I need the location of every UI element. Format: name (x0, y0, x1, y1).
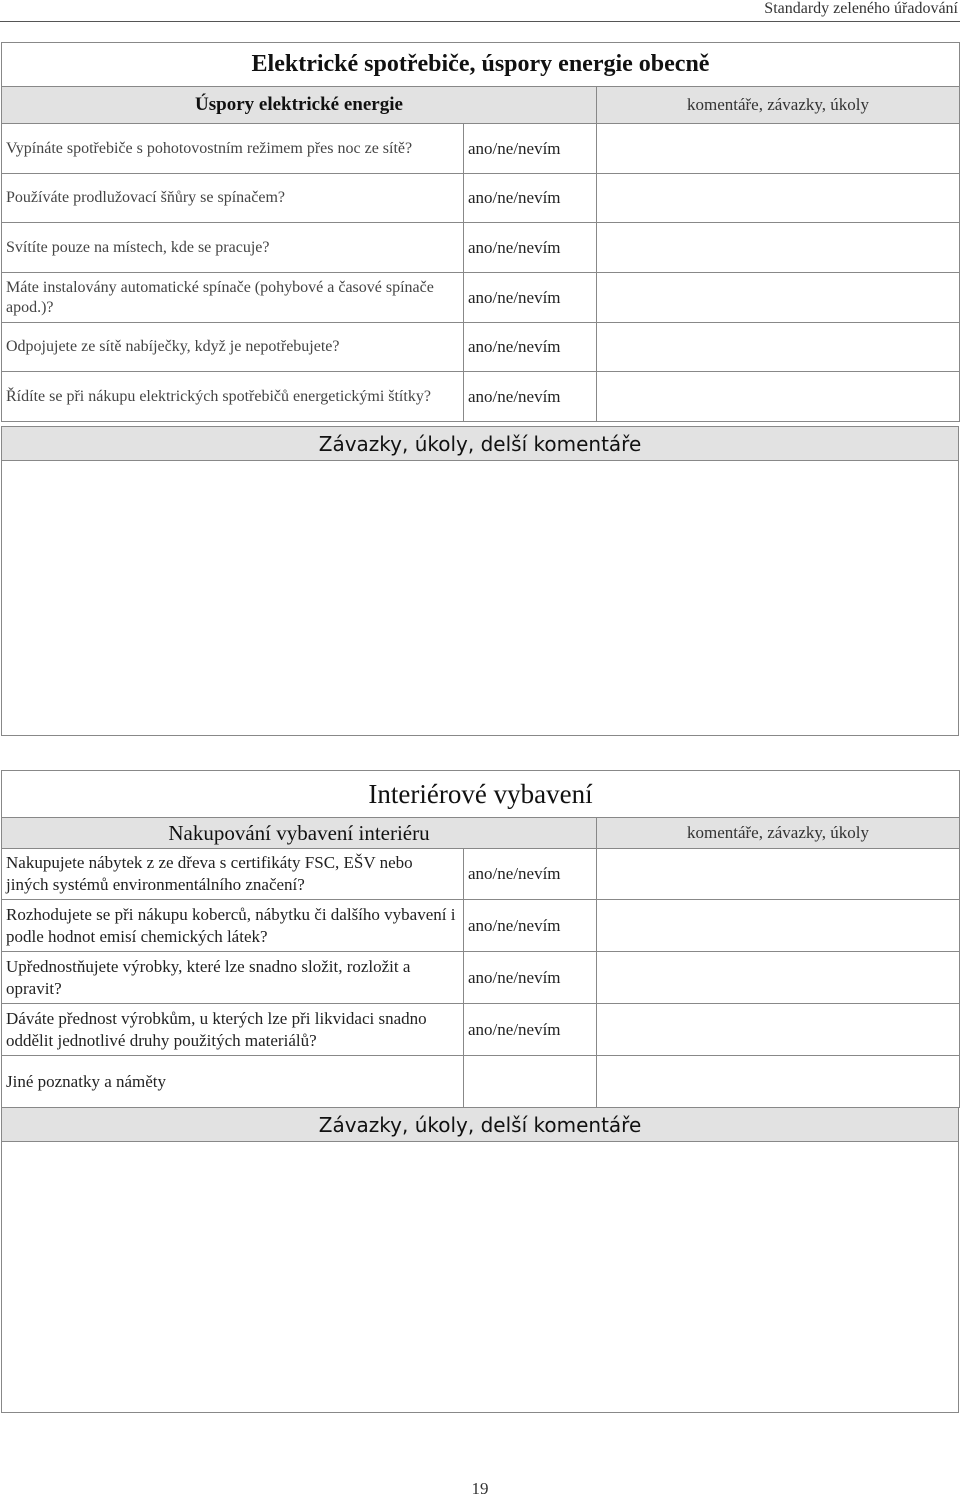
commitments-area[interactable] (2, 461, 959, 736)
question-text: Upřednostňujete výrobky, které lze snadno složit, rozložit a opravit? (2, 952, 464, 1004)
answer-field[interactable]: ano/ne/nevím (464, 1004, 597, 1056)
section-title: Elektrické spotřebiče, úspory energie obecně (2, 43, 960, 87)
answer-field[interactable]: ano/ne/nevím (464, 223, 597, 273)
running-header: Standardy zeleného úřadování (764, 0, 958, 17)
answer-field[interactable]: ano/ne/nevím (464, 124, 597, 174)
question-text: Řídíte se při nákupu elektrických spotřebičů energetickými štítky? (2, 372, 464, 422)
question-text: Používáte prodlužovací šňůry se spínačem? (2, 174, 464, 223)
comment-cell[interactable] (597, 223, 960, 273)
answer-field[interactable]: ano/ne/nevím (464, 952, 597, 1004)
question-row (2, 223, 960, 273)
electric-appliances-table (1, 42, 960, 422)
question-row (2, 124, 960, 174)
comment-cell[interactable] (597, 372, 960, 422)
answer-field[interactable] (464, 1056, 597, 1108)
comment-cell[interactable] (597, 323, 960, 372)
commitments-area[interactable] (2, 1142, 959, 1413)
comment-cell[interactable] (597, 849, 960, 900)
other-notes-row (2, 1056, 960, 1108)
commitments-table-2 (1, 1107, 959, 1413)
question-text: Svítíte pouze na místech, kde se pracuje? (2, 223, 464, 273)
question-text: Odpojujete ze sítě nabíječky, když je nepotřebujete? (2, 323, 464, 372)
comment-cell[interactable] (597, 174, 960, 223)
section-title: Interiérové vybavení (2, 771, 960, 818)
interior-equipment-table (1, 770, 960, 1108)
answer-field[interactable]: ano/ne/nevím (464, 174, 597, 223)
page-number: 19 (471, 1479, 489, 1498)
question-row (2, 849, 960, 900)
question-row (2, 273, 960, 323)
section-subheading: Úspory elektrické energie (2, 87, 597, 124)
answer-field[interactable]: ano/ne/nevím (464, 849, 597, 900)
question-text: Nakupujete nábytek z ze dřeva s certifikáty FSC, EŠV nebo jiných systémů environmentálního značení? (2, 849, 464, 900)
question-row (2, 174, 960, 223)
other-notes-label: Jiné poznatky a náměty (2, 1056, 464, 1108)
comment-cell[interactable] (597, 124, 960, 174)
commitments-heading: Závazky, úkoly, delší komentáře (2, 427, 959, 461)
commitments-table-1 (1, 426, 959, 736)
question-text: Dáváte přednost výrobkům, u kterých lze při likvidaci snadno oddělit jednotlivé druhy použitých materiálů? (2, 1004, 464, 1056)
comment-cell[interactable] (597, 1004, 960, 1056)
answer-field[interactable]: ano/ne/nevím (464, 273, 597, 323)
comments-heading: komentáře, závazky, úkoly (597, 818, 960, 849)
answer-field[interactable]: ano/ne/nevím (464, 323, 597, 372)
comments-heading: komentáře, závazky, úkoly (597, 87, 960, 124)
comment-cell[interactable] (597, 900, 960, 952)
question-text: Máte instalovány automatické spínače (pohybové a časové spínače apod.)? (2, 273, 464, 323)
question-row (2, 952, 960, 1004)
comment-cell[interactable] (597, 273, 960, 323)
answer-field[interactable]: ano/ne/nevím (464, 372, 597, 422)
commitments-heading: Závazky, úkoly, delší komentáře (2, 1108, 959, 1142)
question-row (2, 372, 960, 422)
answer-field[interactable]: ano/ne/nevím (464, 900, 597, 952)
comment-cell[interactable] (597, 952, 960, 1004)
question-row (2, 900, 960, 952)
question-text: Rozhodujete se při nákupu koberců, nábytku či dalšího vybavení i podle hodnot emisí chemických látek? (2, 900, 464, 952)
section-subheading: Nakupování vybavení interiéru (2, 818, 597, 849)
comment-cell[interactable] (597, 1056, 960, 1108)
question-row (2, 1004, 960, 1056)
question-text: Vypínáte spotřebiče s pohotovostním režimem přes noc ze sítě? (2, 124, 464, 174)
header-rule (0, 21, 960, 22)
question-row (2, 323, 960, 372)
